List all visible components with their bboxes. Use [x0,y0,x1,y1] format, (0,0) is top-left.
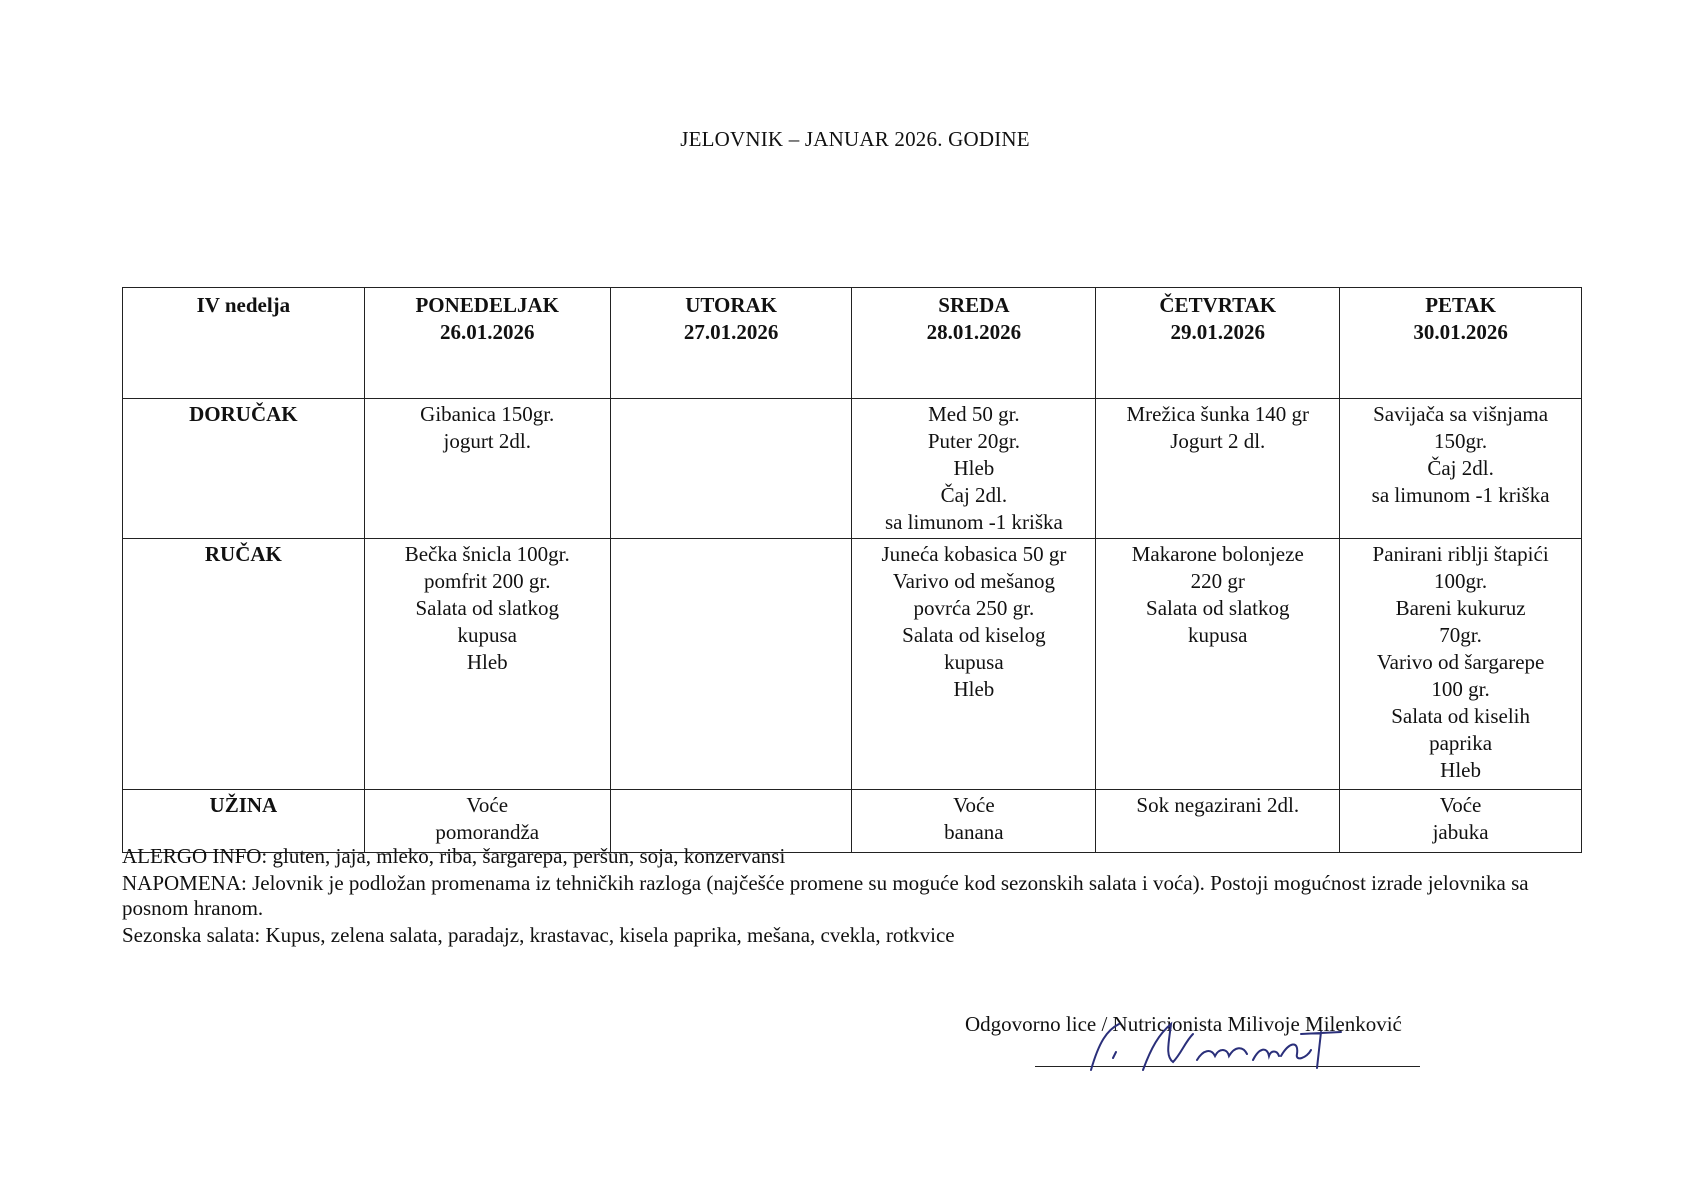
meal-item-line: Voće [1439,793,1482,817]
meal-item-line: 100gr. [1434,569,1488,593]
meal-item-line: Bareni kukuruz [1395,596,1526,620]
header-row [123,288,1582,399]
day-header-friday: PETAK 30.01.2026 [1340,288,1582,399]
meal-item-line: Čaj 2dl. [1427,456,1494,480]
meal-item-line: pomfrit 200 gr. [423,569,551,593]
meal-item-line: Mrežica šunka 140 gr [1126,402,1310,426]
meal-item-line: Panirani riblji štapići [1372,542,1549,566]
meal-label: RUČAK [123,539,365,790]
meal-item-line: povrća 250 gr. [913,596,1035,620]
meal-item-line: kupusa [457,623,517,647]
meal-item-line: jogurt 2dl. [443,429,531,453]
meal-cell-friday [1340,399,1582,539]
handwritten-signature-icon [1085,1012,1345,1074]
meal-item-line: 70gr. [1439,623,1482,647]
meal-item-line: Gibanica 150gr. [420,402,555,426]
meal-cell-monday [364,399,610,539]
meal-label: DORUČAK [123,399,365,539]
meal-item-line: Salata od slatkog [415,596,559,620]
meal-item-line: Salata od kiselih [1391,704,1530,728]
meal-item-line: Hleb [1440,758,1481,782]
meal-item-line: Varivo od šargarepe [1376,650,1545,674]
meal-item-line: 150gr. [1434,429,1488,453]
meal-item-line: kupusa [944,650,1004,674]
allergen-info: ALERGO INFO: gluten, jaja, mleko, riba, šargarepa, peršun, soja, konzervansi [122,844,786,868]
meal-cell-tuesday [610,399,852,539]
meal-item-line: sa limunom -1 kriška [884,510,1063,534]
meal-row [123,399,1582,539]
meal-item-line: Varivo od mešanog [892,569,1055,593]
meal-item-line: pomorandža [435,820,540,844]
meal-item-line: Hleb [953,456,995,480]
meal-item-line: Juneća kobasica 50 gr [881,542,1067,566]
meal-cell-thursday [1096,399,1340,539]
meal-cell-wednesday [852,539,1096,790]
meal-cell-wednesday [852,399,1096,539]
week-label: IV nedelja [123,288,365,399]
meal-item-line: Jogurt 2 dl. [1170,429,1266,453]
meal-item-line: Hleb [466,650,508,674]
day-header-wednesday: SREDA 28.01.2026 [852,288,1096,399]
seasonal-salad-info: Sezonska salata: Kupus, zelena salata, paradajz, krastavac, kisela paprika, mešana, cvekla, rotkvice [122,923,955,947]
meal-item-line: Salata od kiselog [902,623,1046,647]
menu-remark: NAPOMENA: Jelovnik je podložan promenama iz tehničkih razloga (najčešće promene su moguće kod sezonskih salata i voća). Postoji mogućnost izrade jelovnika sa posnom hranom. [122,871,1529,920]
meal-item-line: Puter 20gr. [927,429,1020,453]
meal-item-line: Čaj 2dl. [940,483,1008,507]
meal-item-line: Sok negazirani 2dl. [1136,793,1300,817]
meal-label: UŽINA [123,790,365,853]
meal-item-line: banana [944,820,1004,844]
meal-item-line: Voće [953,793,995,817]
meal-item-line: jabuka [1432,820,1489,844]
meal-item-line: Hleb [953,677,995,701]
meal-item-line: paprika [1429,731,1493,755]
meal-item-line: Salata od slatkog [1146,596,1290,620]
meal-item-line: Savijača sa višnjama [1373,402,1549,426]
meal-cell-thursday [1096,539,1340,790]
day-header-monday: PONEDELJAK 26.01.2026 [364,288,610,399]
meal-cell-tuesday [610,539,852,790]
day-header-tuesday: UTORAK 27.01.2026 [610,288,852,399]
meal-item-line: sa limunom -1 kriška [1371,483,1550,507]
meal-item-line: Makarone bolonjeze [1131,542,1304,566]
meal-item-line: 220 gr [1190,569,1245,593]
meal-item-line: 100 gr. [1431,677,1490,701]
notes-section [122,844,1592,950]
meal-item-line: Bečka šnicla 100gr. [404,542,570,566]
meal-row [123,539,1582,790]
meal-item-line: Voće [466,793,509,817]
meal-cell-friday [1340,539,1582,790]
meal-item-line: kupusa [1188,623,1248,647]
meal-item-line: Med 50 gr. [928,402,1020,426]
responsible-person-label: Odgovorno lice / Nutricionista Milivoje Milenković [965,1012,1402,1036]
meal-cell-monday [364,539,610,790]
menu-table [122,287,1582,853]
document-title: JELOVNIK – JANUAR 2026. GODINE [680,127,1030,151]
day-header-thursday: ČETVRTAK 29.01.2026 [1096,288,1340,399]
